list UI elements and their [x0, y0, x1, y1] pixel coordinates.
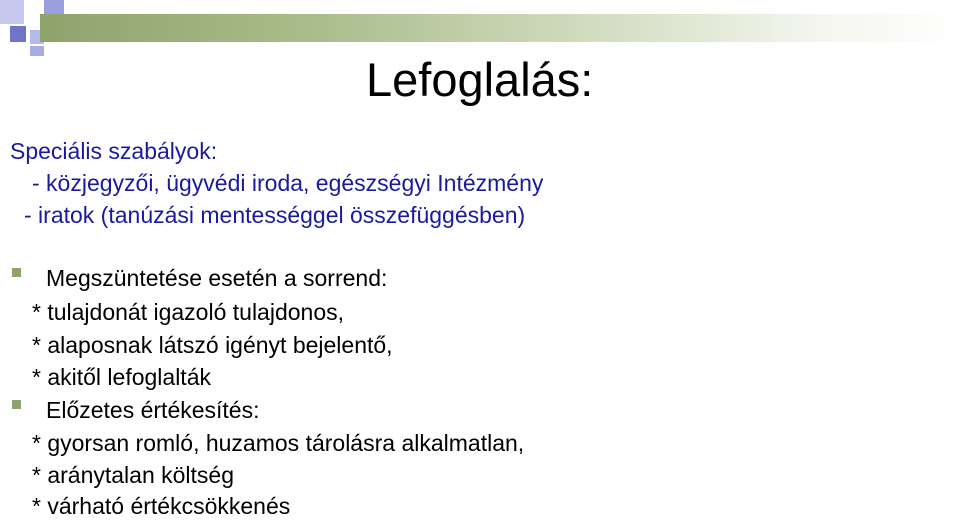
section-heading: Előzetes értékesítés:: [46, 397, 260, 423]
intro-heading: Speciális szabályok:: [10, 138, 218, 164]
decor-square: [0, 0, 24, 24]
section-item: * várható értékcsökkenés: [32, 493, 291, 519]
decor-square: [44, 0, 64, 14]
section-heading: Megszüntetése esetén a sorrend:: [46, 265, 388, 291]
decor-square: [30, 46, 44, 56]
section-item: * alaposnak látszó igényt bejelentő,: [32, 332, 393, 358]
intro-item: - iratok (tanúzási mentességgel összefüggésben): [24, 202, 526, 228]
slide-title: Lefoglalás:: [366, 53, 594, 106]
section-item: * akitől lefoglalták: [32, 364, 211, 390]
section-item: * tulajdonát igazoló tulajdonos,: [32, 299, 345, 325]
square-bullet-icon: [12, 400, 21, 409]
square-bullet-icon: [12, 268, 21, 277]
header-gradient-bar: [40, 14, 960, 42]
intro-item: - közjegyzői, ügyvédi iroda, egészségyi Intézmény: [32, 170, 544, 196]
section-item: * aránytalan költség: [32, 462, 235, 488]
decor-square: [10, 26, 26, 42]
section-item: * gyorsan romló, huzamos tárolásra alkalmatlan,: [32, 430, 525, 456]
